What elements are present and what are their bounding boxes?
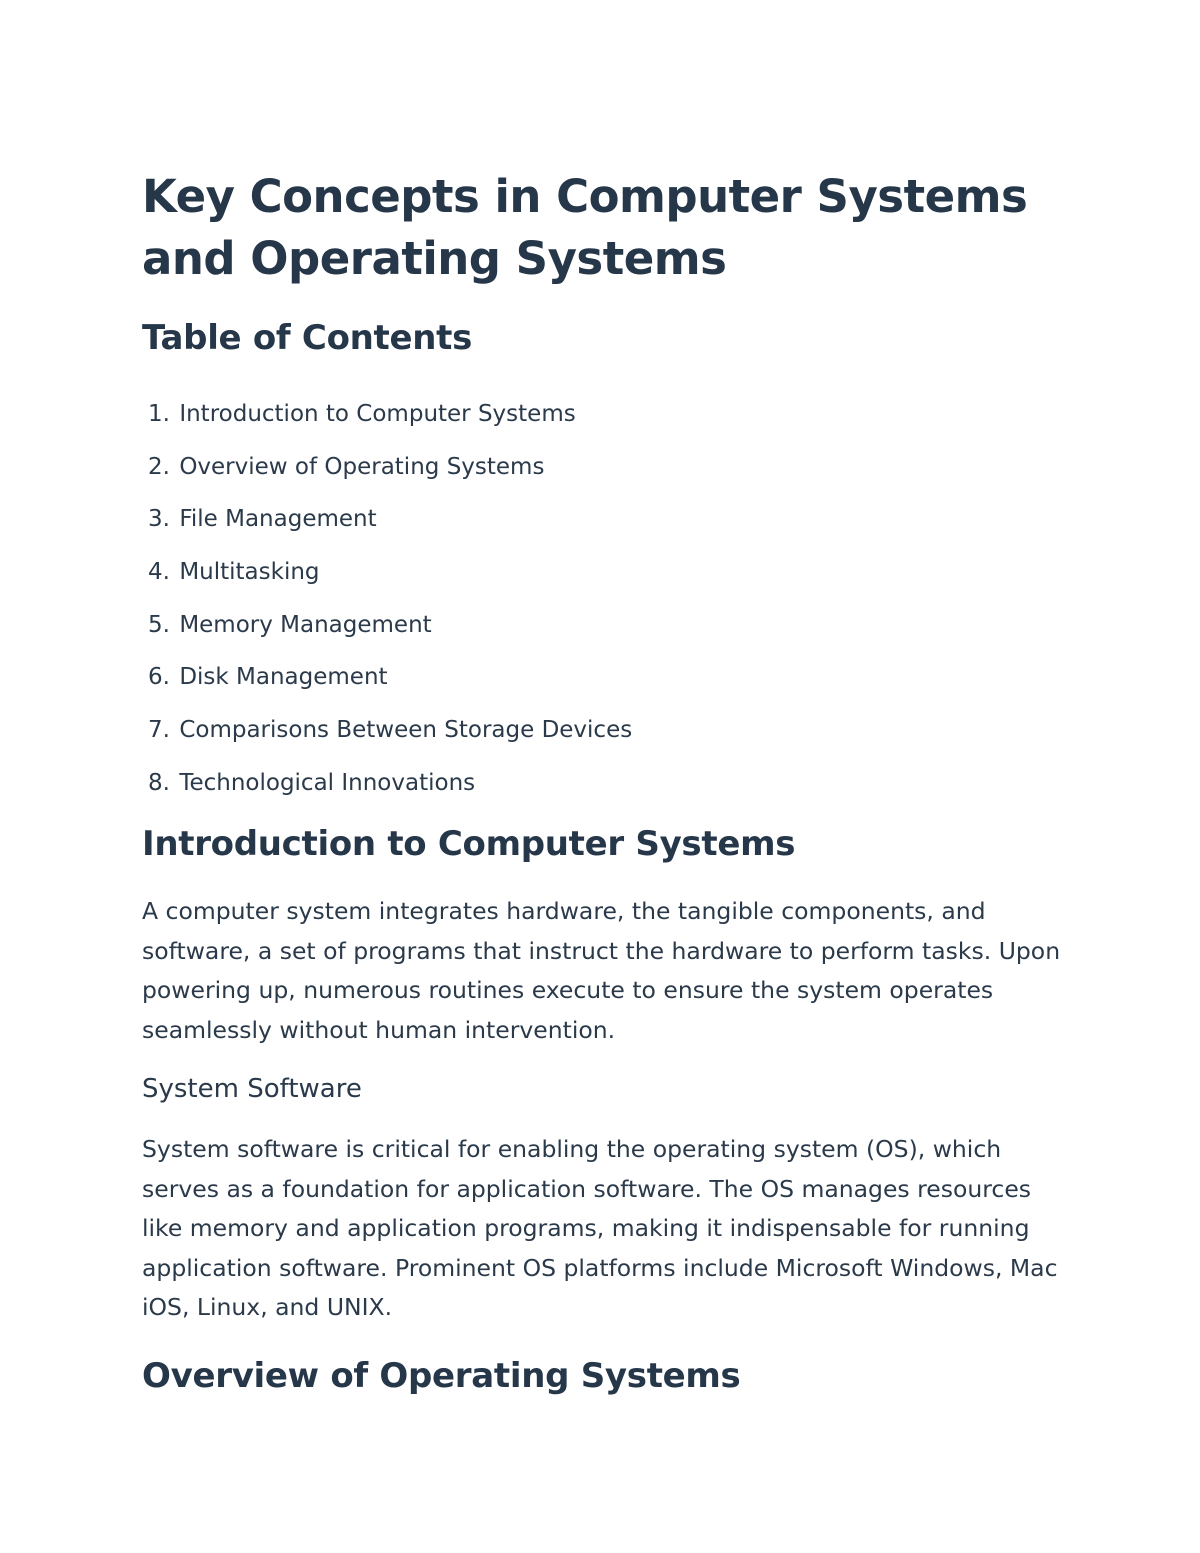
table-of-contents: [142, 388, 632, 810]
section-heading-intro: Introduction to Computer Systems: [142, 824, 796, 864]
toc-item-label: Comparisons Between Storage Devices: [179, 717, 633, 744]
toc-item[interactable]: 7. Comparisons Between Storage Devices: [148, 717, 633, 744]
intro-paragraph: A computer system integrates hardware, the tangible components, and software, a set of programs that instruct the hardware to perform tasks. Upon powering up, numerous routines execute to ensure the system operates seamlessly without human intervention.: [142, 897, 1061, 1044]
subsection-heading-system-software: System Software: [142, 1074, 362, 1104]
toc-item-label: Technological Innovations: [179, 769, 476, 796]
toc-item-label: Overview of Operating Systems: [179, 453, 545, 480]
toc-item[interactable]: 1. Introduction to Computer Systems: [148, 401, 576, 427]
toc-item[interactable]: 5. Memory Management: [148, 611, 432, 638]
toc-item[interactable]: 6. Disk Management: [148, 664, 388, 691]
toc-item-label: Memory Management: [179, 611, 432, 638]
toc-item[interactable]: 4. Multitasking: [148, 559, 320, 586]
toc-item-label: Disk Management: [179, 664, 388, 691]
document-title: Key Concepts in Computer Systems and Operating Systems: [142, 170, 1028, 285]
system-software-paragraph: System software is critical for enabling the operating system (OS), which serves as a foundation for application software. The OS manages resources like memory and application programs, making it indispensable for running application software. Prominent OS platforms include Microsoft Windows, Mac iOS, Linux, and UNIX.: [142, 1135, 1058, 1322]
toc-item-label: Introduction to Computer Systems: [179, 401, 576, 427]
toc-item-label: Multitasking: [179, 559, 320, 586]
toc-item[interactable]: 2. Overview of Operating Systems: [148, 453, 545, 480]
toc-item[interactable]: 8. Technological Innovations: [148, 769, 476, 796]
toc-item[interactable]: 3. File Management: [148, 506, 377, 533]
toc-item-label: File Management: [179, 506, 377, 533]
toc-heading: Table of Contents: [142, 318, 473, 358]
section-heading-os-overview: Overview of Operating Systems: [142, 1356, 741, 1396]
